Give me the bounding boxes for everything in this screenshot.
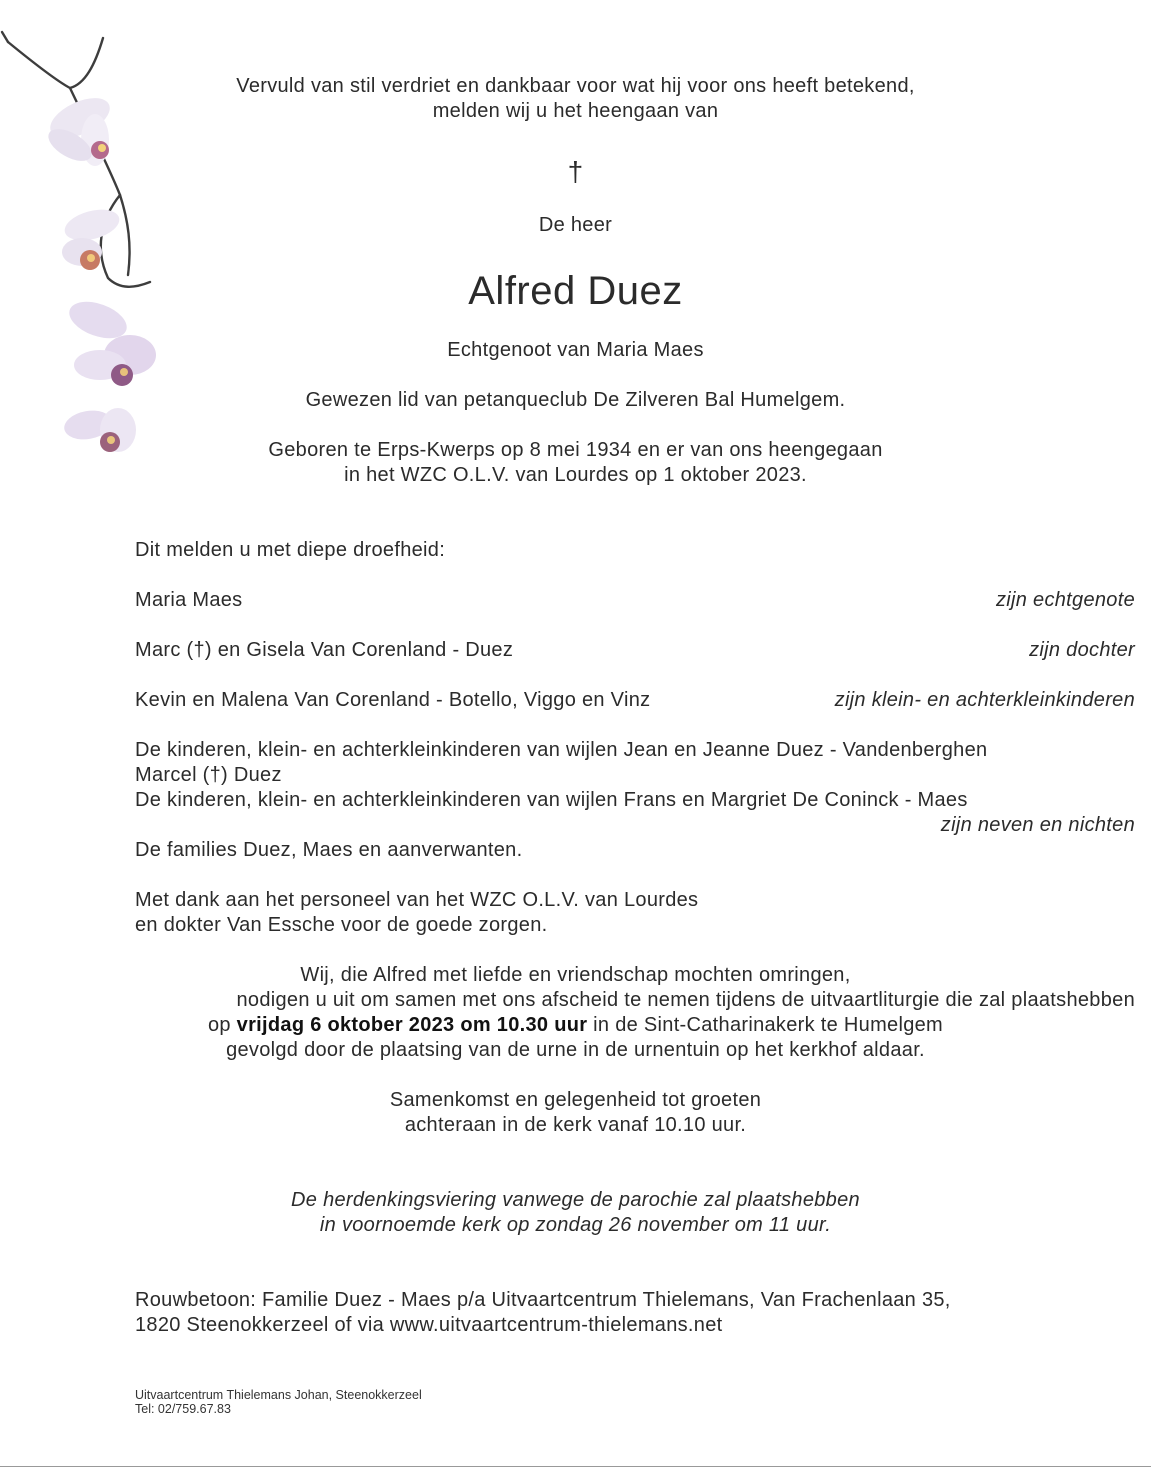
spouse-line: Echtgenoot van Maria Maes [447,339,704,361]
relatives-line-3: De kinderen, klein- en achterkleinkinderen van wijlen Frans en Margriet De Coninck - Maes [135,789,968,811]
gathering-line-1: Samenkomst en gelegenheid tot groeten [389,1089,762,1111]
condolences-line-1: Rouwbetoon: Familie Duez - Maes p/a Uitvaartcentrum Thielemans, Van Frachenlaan 35, [135,1289,951,1311]
invitation-pre: op [207,1014,237,1036]
invitation-post: in de Sint-Catharinakerk te Humelgem [587,1014,944,1036]
mourner-name: Maria Maes [135,589,243,611]
intro-line-1: Vervuld van stil verdriet en dankbaar voor wat hij voor ons heeft betekend, [236,75,915,97]
mourner-name: Marc (†) en Gisela Van Corenland - Duez [135,639,514,661]
mourner-relation: zijn echtgenote [995,589,1135,611]
invitation-line-1: Wij, die Alfred met liefde en vriendschap mochten omringen, [300,964,851,986]
relatives-relation: zijn neven en nichten [940,814,1135,836]
club-line: Gewezen lid van petanqueclub De Zilveren Bal Humelgem. [305,389,846,411]
thanks-line-1: Met dank aan het personeel van het WZC O.L.V. van Lourdes [135,889,699,911]
mourner-relation: zijn dochter [1029,639,1135,661]
invitation-line-2: nodigen u uit om samen met ons afscheid te nemen tijdens de uitvaartliturgie die zal plaatshebben [236,989,1135,1011]
footer-phone: Tel: 02/759.67.83 [135,1402,231,1416]
deceased-name: Alfred Duez [468,269,683,313]
footer-company: Uitvaartcentrum Thielemans Johan, Steenokkerzeel [135,1388,422,1402]
memorial-line-2: in voornoemde kerk op zondag 26 november om 11 uur. [319,1214,832,1236]
relatives-line-1: De kinderen, klein- en achterkleinkinderen van wijlen Jean en Jeanne Duez - Vandenberghen [135,739,988,761]
thanks-line-2: en dokter Van Essche voor de goede zorgen. [135,914,548,936]
intro-line-2: melden wij u het heengaan van [432,100,719,122]
invitation-line-4: gevolgd door de plaatsing van de urne in de urnentuin op het kerkhof aldaar. [226,1039,925,1061]
invitation-line-3 [0,1013,1151,1038]
memorial-line-1: De herdenkingsviering vanwege de parochie zal plaatshebben [291,1189,860,1211]
birth-line-1: Geboren te Erps-Kwerps op 8 mei 1934 en er van ons heengegaan [268,439,883,461]
birth-line-2: in het WZC O.L.V. van Lourdes op 1 oktober 2023. [344,464,807,486]
cross-icon: † [567,156,584,187]
mourner-name: Kevin en Malena Van Corenland - Botello, Viggo en Vinz [135,689,651,711]
mourner-relation: zijn klein- en achterkleinkinderen [834,689,1135,711]
relatives-line-2: Marcel (†) Duez [135,764,282,786]
relatives-line-4: De families Duez, Maes en aanverwanten. [135,839,523,861]
funeral-date-time: vrijdag 6 oktober 2023 om 10.30 uur [236,1014,588,1036]
condolences-line-2: 1820 Steenokkerzeel of via www.uitvaartcentrum-thielemans.net [135,1314,723,1336]
salutation: De heer [538,214,613,236]
mourners-intro: Dit melden u met diepe droefheid: [135,539,446,561]
bottom-rule [0,1466,1151,1467]
gathering-line-2: achteraan in de kerk vanaf 10.10 uur. [404,1114,747,1136]
